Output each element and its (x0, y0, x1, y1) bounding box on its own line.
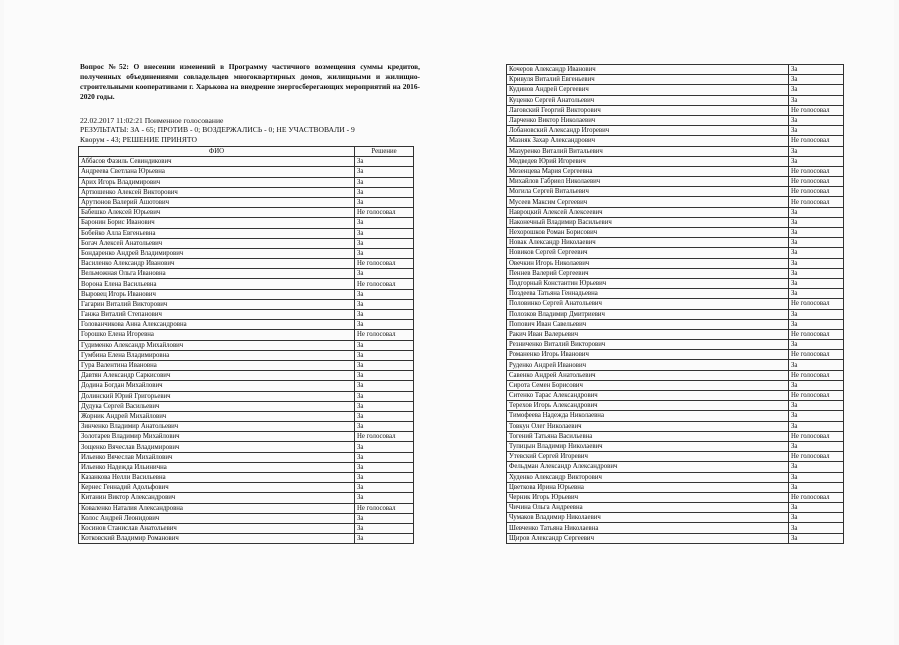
deputy-name: Попович Иван Савельевич (507, 319, 789, 329)
vote-decision: За (789, 248, 844, 258)
table-row (79, 442, 414, 452)
vote-decision: За (789, 228, 844, 238)
deputy-name: Горошко Елена Игоревна (79, 330, 355, 340)
deputy-name: Лаговский Георгий Викторович (507, 105, 789, 115)
deputy-name: Сирота Семен Борисович (507, 380, 789, 390)
deputy-name: Зощенко Вячеслав Владимирович (79, 442, 355, 452)
vote-decision: За (789, 401, 844, 411)
vote-decision: За (355, 534, 414, 544)
vote-decision: За (355, 473, 414, 483)
table-row (507, 523, 844, 533)
deputy-name: Косинов Станислав Анатольевич (79, 523, 355, 533)
table-row (79, 381, 414, 391)
deputy-name: Лобановский Александр Игоревич (507, 126, 789, 136)
deputy-name: Додина Богдан Михайлович (79, 381, 355, 391)
table-row (507, 146, 844, 156)
deputy-name: Цветкова Ирина Юрьевна (507, 482, 789, 492)
vote-decision: За (789, 523, 844, 533)
table-row (507, 85, 844, 95)
deputy-name: Медведев Юрий Игоревич (507, 156, 789, 166)
table-row (79, 228, 414, 238)
deputy-name: Аббасов Фазиль Севиндикович (79, 157, 355, 167)
vote-decision: За (355, 442, 414, 452)
deputy-name: Баронин Борис Иванович (79, 218, 355, 228)
vote-decision: Не голосовал (789, 105, 844, 115)
table-row (79, 462, 414, 472)
vote-decision: За (355, 238, 414, 248)
vote-decision: За (789, 411, 844, 421)
table-row (507, 411, 844, 421)
deputy-name: Колос Андрей Леонидович (79, 513, 355, 523)
deputy-name: Ситенко Тарас Александрович (507, 391, 789, 401)
table-row (79, 167, 414, 177)
vote-decision: За (355, 411, 414, 421)
vote-decision: За (355, 422, 414, 432)
table-row (507, 533, 844, 543)
table-row (507, 258, 844, 268)
vote-decision: За (789, 482, 844, 492)
deputy-name: Богач Алексей Анатольевич (79, 238, 355, 248)
table-row (79, 269, 414, 279)
vote-decision: За (789, 146, 844, 156)
deputy-name: Щиров Александр Сергеевич (507, 533, 789, 543)
table-row (79, 279, 414, 289)
table-row (79, 187, 414, 197)
deputy-name: Половинко Сергей Анатольевич (507, 299, 789, 309)
table-row (79, 238, 414, 248)
table-row (507, 248, 844, 258)
table-row (79, 218, 414, 228)
deputy-name: Долинский Юрий Григорьевич (79, 391, 355, 401)
table-row (79, 340, 414, 350)
vote-decision: За (355, 187, 414, 197)
table-row (79, 452, 414, 462)
vote-decision: За (789, 289, 844, 299)
vote-decision: За (789, 309, 844, 319)
table-row (507, 166, 844, 176)
vote-decision: Не голосовал (355, 432, 414, 442)
table-row (79, 422, 414, 432)
vote-decision: Не голосовал (789, 177, 844, 187)
deputy-name: Китанин Виктор Александрович (79, 493, 355, 503)
vote-decision: Не голосовал (789, 350, 844, 360)
deputy-name: Золотарев Владимир Михайлович (79, 432, 355, 442)
vote-decision: За (789, 462, 844, 472)
deputy-name: Ильенко Вячеслав Михайлович (79, 452, 355, 462)
deputy-name: Товкун Олег Николаевич (507, 421, 789, 431)
vote-decision: Не голосовал (789, 452, 844, 462)
vote-decision: За (789, 207, 844, 217)
deputy-name: Романенко Игорь Иванович (507, 350, 789, 360)
table-row (79, 248, 414, 258)
table-row (507, 472, 844, 482)
vote-decision: За (355, 310, 414, 320)
vote-decision: За (355, 360, 414, 370)
deputy-name: Василенко Александр Иванович (79, 259, 355, 269)
vote-decision: За (355, 401, 414, 411)
deputy-name: Коваленко Наталия Александровна (79, 503, 355, 513)
vote-decision: За (789, 513, 844, 523)
vote-decision: Не голосовал (789, 197, 844, 207)
deputy-name: Подгорный Константин Юрьевич (507, 278, 789, 288)
deputy-name: Пеннев Валерий Сергеевич (507, 268, 789, 278)
deputy-name: Худенко Александр Викторович (507, 472, 789, 482)
table-row (507, 126, 844, 136)
vote-decision: За (789, 421, 844, 431)
vote-decision: За (789, 95, 844, 105)
vote-decision: Не голосовал (789, 329, 844, 339)
deputy-name: Арих Игорь Владимирович (79, 177, 355, 187)
table-row (507, 238, 844, 248)
table-row (507, 401, 844, 411)
deputy-name: Выровец Игорь Иванович (79, 289, 355, 299)
table-row (507, 370, 844, 380)
column-header-decision: Решение (355, 147, 414, 157)
vote-decision: За (789, 85, 844, 95)
vote-decision: За (355, 513, 414, 523)
table-row (507, 289, 844, 299)
vote-decision: За (355, 391, 414, 401)
vote-decision: Не голосовал (355, 503, 414, 513)
deputy-name: Бабешко Алексей Юрьевич (79, 208, 355, 218)
deputy-name: Поздеева Татьяна Геннадьевна (507, 289, 789, 299)
table-row (507, 177, 844, 187)
table-row (507, 278, 844, 288)
vote-table-right (506, 64, 844, 544)
vote-decision: За (355, 371, 414, 381)
table-row (507, 482, 844, 492)
deputy-name: Михайлов Габриел Николаевич (507, 177, 789, 187)
table-row (507, 391, 844, 401)
table-row (79, 330, 414, 340)
table-row (507, 228, 844, 238)
deputy-name: Жорник Андрей Михайлович (79, 411, 355, 421)
vote-decision: Не голосовал (789, 431, 844, 441)
deputy-name: Ганжа Виталий Степанович (79, 310, 355, 320)
deputy-name: Кернес Геннадий Адольфович (79, 483, 355, 493)
deputy-name: Ракич Иван Валерьевич (507, 329, 789, 339)
vote-decision: За (355, 350, 414, 360)
table-row (79, 534, 414, 544)
vote-decision: За (789, 319, 844, 329)
table-row (79, 360, 414, 370)
vote-decision: За (355, 483, 414, 493)
deputy-name: Утевский Сергей Игоревич (507, 452, 789, 462)
table-row (79, 157, 414, 167)
deputy-name: Казанкова Нелли Васильевна (79, 473, 355, 483)
deputy-name: Котковский Владимир Романович (79, 534, 355, 544)
vote-decision: Не голосовал (789, 136, 844, 146)
table-row (507, 299, 844, 309)
table-row (507, 187, 844, 197)
deputy-name: Тупицын Владимир Николаевич (507, 441, 789, 451)
vote-decision: За (789, 340, 844, 350)
table-row (507, 268, 844, 278)
table-row (79, 523, 414, 533)
deputy-name: Руденко Андрей Иванович (507, 360, 789, 370)
deputy-name: Новиков Сергей Сергеевич (507, 248, 789, 258)
deputy-name: Чичина Ольга Андреевна (507, 503, 789, 513)
vote-decision: Не голосовал (789, 391, 844, 401)
vote-decision: За (355, 299, 414, 309)
table-row (79, 310, 414, 320)
table-row (507, 462, 844, 472)
vote-decision: Не голосовал (355, 259, 414, 269)
vote-decision: За (789, 360, 844, 370)
vote-decision: За (355, 381, 414, 391)
deputy-name: Тогений Татьяна Васильевна (507, 431, 789, 441)
vote-decision: За (789, 472, 844, 482)
column-header-name: ФИО (79, 147, 355, 157)
vote-decision: Не голосовал (355, 208, 414, 218)
deputy-name: Фельдман Александр Александрович (507, 462, 789, 472)
deputy-name: Голованчикова Анна Александровна (79, 320, 355, 330)
deputy-name: Ворона Елена Васильевна (79, 279, 355, 289)
deputy-name: Андреева Светлана Юрьевна (79, 167, 355, 177)
deputy-name: Черник Игорь Юрьевич (507, 492, 789, 502)
table-row (79, 320, 414, 330)
vote-decision: Не голосовал (355, 279, 414, 289)
table-row (79, 473, 414, 483)
vote-decision: За (355, 493, 414, 503)
table-row (79, 493, 414, 503)
table-row (79, 197, 414, 207)
table-row (507, 207, 844, 217)
vote-decision: Не голосовал (789, 166, 844, 176)
vote-decision: За (789, 503, 844, 513)
table-body-right (507, 65, 844, 544)
vote-decision: За (789, 278, 844, 288)
table-row (79, 401, 414, 411)
table-row (507, 309, 844, 319)
table-row (79, 259, 414, 269)
deputy-name: Гагарин Виталий Викторович (79, 299, 355, 309)
deputy-name: Могила Сергей Витальевич (507, 187, 789, 197)
vote-decision: Не голосовал (789, 370, 844, 380)
vote-decision: За (355, 462, 414, 472)
vote-decision: За (789, 238, 844, 248)
table-row (507, 452, 844, 462)
table-row (507, 380, 844, 390)
table-row (507, 136, 844, 146)
table-row (507, 340, 844, 350)
deputy-name: Терехов Игорь Александрович (507, 401, 789, 411)
vote-decision: За (355, 340, 414, 350)
table-row (507, 441, 844, 451)
deputy-name: Нехорошков Роман Борисович (507, 228, 789, 238)
vote-decision: За (355, 197, 414, 207)
deputy-name: Куценко Сергей Анатольевич (507, 95, 789, 105)
deputy-name: Кривуля Виталий Евгеньевич (507, 75, 789, 85)
deputy-name: Чумаков Владимир Николаевич (507, 513, 789, 523)
vote-table-left (78, 146, 414, 544)
vote-decision: За (789, 65, 844, 75)
vote-decision: За (789, 75, 844, 85)
deputy-name: Гура Валентина Ивановна (79, 360, 355, 370)
vote-decision: За (355, 269, 414, 279)
table-row (507, 492, 844, 502)
table-row (507, 95, 844, 105)
deputy-name: Бобейко Алла Евгеньевна (79, 228, 355, 238)
vote-decision: За (789, 268, 844, 278)
table-row (79, 513, 414, 523)
vote-summary (80, 116, 420, 144)
vote-decision: За (789, 380, 844, 390)
vote-decision: Не голосовал (789, 299, 844, 309)
deputy-name: Гумбина Елена Владимировна (79, 350, 355, 360)
vote-decision: За (355, 289, 414, 299)
deputy-name: Кочеров Александр Иванович (507, 65, 789, 75)
deputy-name: Мазняк Захар Александрович (507, 136, 789, 146)
table-row (507, 360, 844, 370)
deputy-name: Кудинов Андрей Сергеевич (507, 85, 789, 95)
table-row (507, 350, 844, 360)
vote-decision: За (789, 115, 844, 125)
table-row (79, 483, 414, 493)
deputy-name: Савенко Андрей Анатольевич (507, 370, 789, 380)
table-row (507, 503, 844, 513)
deputy-name: Ларченко Виктор Николаевич (507, 115, 789, 125)
deputy-name: Мусеев Максим Сергеевич (507, 197, 789, 207)
vote-decision: За (789, 533, 844, 543)
vote-decision: За (355, 452, 414, 462)
vote-decision: За (355, 157, 414, 167)
question-heading: Вопрос №52: О внесении изменений в Программу частичного возмещения суммы кредитов, полученных объединениями совладельцев многоквартирных домов, жилищными и жилищно-строительными кооперативами г. Харькова на внедрение энергосберегающих мероприятий на 2016-2020 годы. (80, 62, 420, 101)
vote-decision: За (355, 218, 414, 228)
deputy-name: Наконечный Владимир Васильевич (507, 217, 789, 227)
table-row (79, 350, 414, 360)
vote-decision: За (355, 177, 414, 187)
table-row (507, 217, 844, 227)
table-row (507, 319, 844, 329)
table-row (507, 115, 844, 125)
vote-decision: Не голосовал (789, 187, 844, 197)
deputy-name: Тимофеева Надежда Николаевна (507, 411, 789, 421)
deputy-name: Ильенко Надежда Ильинична (79, 462, 355, 472)
deputy-name: Навроцкий Алексей Алексеевич (507, 207, 789, 217)
vote-decision: За (355, 523, 414, 533)
table-body-left (79, 157, 414, 544)
vote-decision: За (789, 126, 844, 136)
table-row (79, 432, 414, 442)
vote-decision: За (355, 167, 414, 177)
table-row (507, 75, 844, 85)
table-row (79, 391, 414, 401)
vote-decision: За (355, 228, 414, 238)
vote-decision: За (789, 258, 844, 268)
table-row (79, 411, 414, 421)
table-row (79, 371, 414, 381)
deputy-name: Давтян Александр Саркисович (79, 371, 355, 381)
vote-decision: За (789, 217, 844, 227)
table-row (79, 289, 414, 299)
deputy-name: Бондаренко Андрей Владимирович (79, 248, 355, 258)
deputy-name: Дудука Сергей Васильевич (79, 401, 355, 411)
vote-datetime: 22.02.2017 11:02:21 Поименное голосование (80, 116, 224, 125)
table-row (507, 105, 844, 115)
vote-decision: Не голосовал (789, 492, 844, 502)
table-row (507, 197, 844, 207)
deputy-name: Гудименко Александр Михайлович (79, 340, 355, 350)
table-row (507, 65, 844, 75)
deputy-name: Мезенцева Мария Сергеевна (507, 166, 789, 176)
table-row (507, 513, 844, 523)
vote-decision: За (789, 156, 844, 166)
table-row (79, 208, 414, 218)
vote-quorum: Кворум - 43; РЕШЕНИЕ ПРИНЯТО (80, 134, 197, 144)
vote-decision: За (355, 320, 414, 330)
table-row (79, 503, 414, 513)
table-row (507, 156, 844, 166)
deputy-name: Мазуренко Виталий Витальевич (507, 146, 789, 156)
deputy-name: Новак Александр Николаевич (507, 238, 789, 248)
document-page (4, 0, 894, 645)
vote-decision: Не голосовал (355, 330, 414, 340)
table-row (507, 421, 844, 431)
table-row (79, 299, 414, 309)
deputy-name: Зинченко Владимир Анатольевич (79, 422, 355, 432)
table-header-row (79, 147, 414, 157)
deputy-name: Арутюнов Валерий Ашотович (79, 197, 355, 207)
deputy-name: Полозков Владимир Дмитриевич (507, 309, 789, 319)
table-row (507, 329, 844, 339)
deputy-name: Овечкин Игорь Николаевич (507, 258, 789, 268)
deputy-name: Артюшенко Алексей Викторович (79, 187, 355, 197)
deputy-name: Резниченко Виталий Викторович (507, 340, 789, 350)
vote-results: РЕЗУЛЬТАТЫ: ЗА - 65; ПРОТИВ - 0; ВОЗДЕРЖАЛИСЬ - 0; НЕ УЧАСТВОВАЛИ - 9 (80, 125, 355, 135)
deputy-name: Вельможная Ольга Ивановна (79, 269, 355, 279)
table-row (79, 177, 414, 187)
vote-decision: За (789, 441, 844, 451)
table-row (507, 431, 844, 441)
vote-decision: За (355, 248, 414, 258)
deputy-name: Шевченко Татьяна Николаевна (507, 523, 789, 533)
